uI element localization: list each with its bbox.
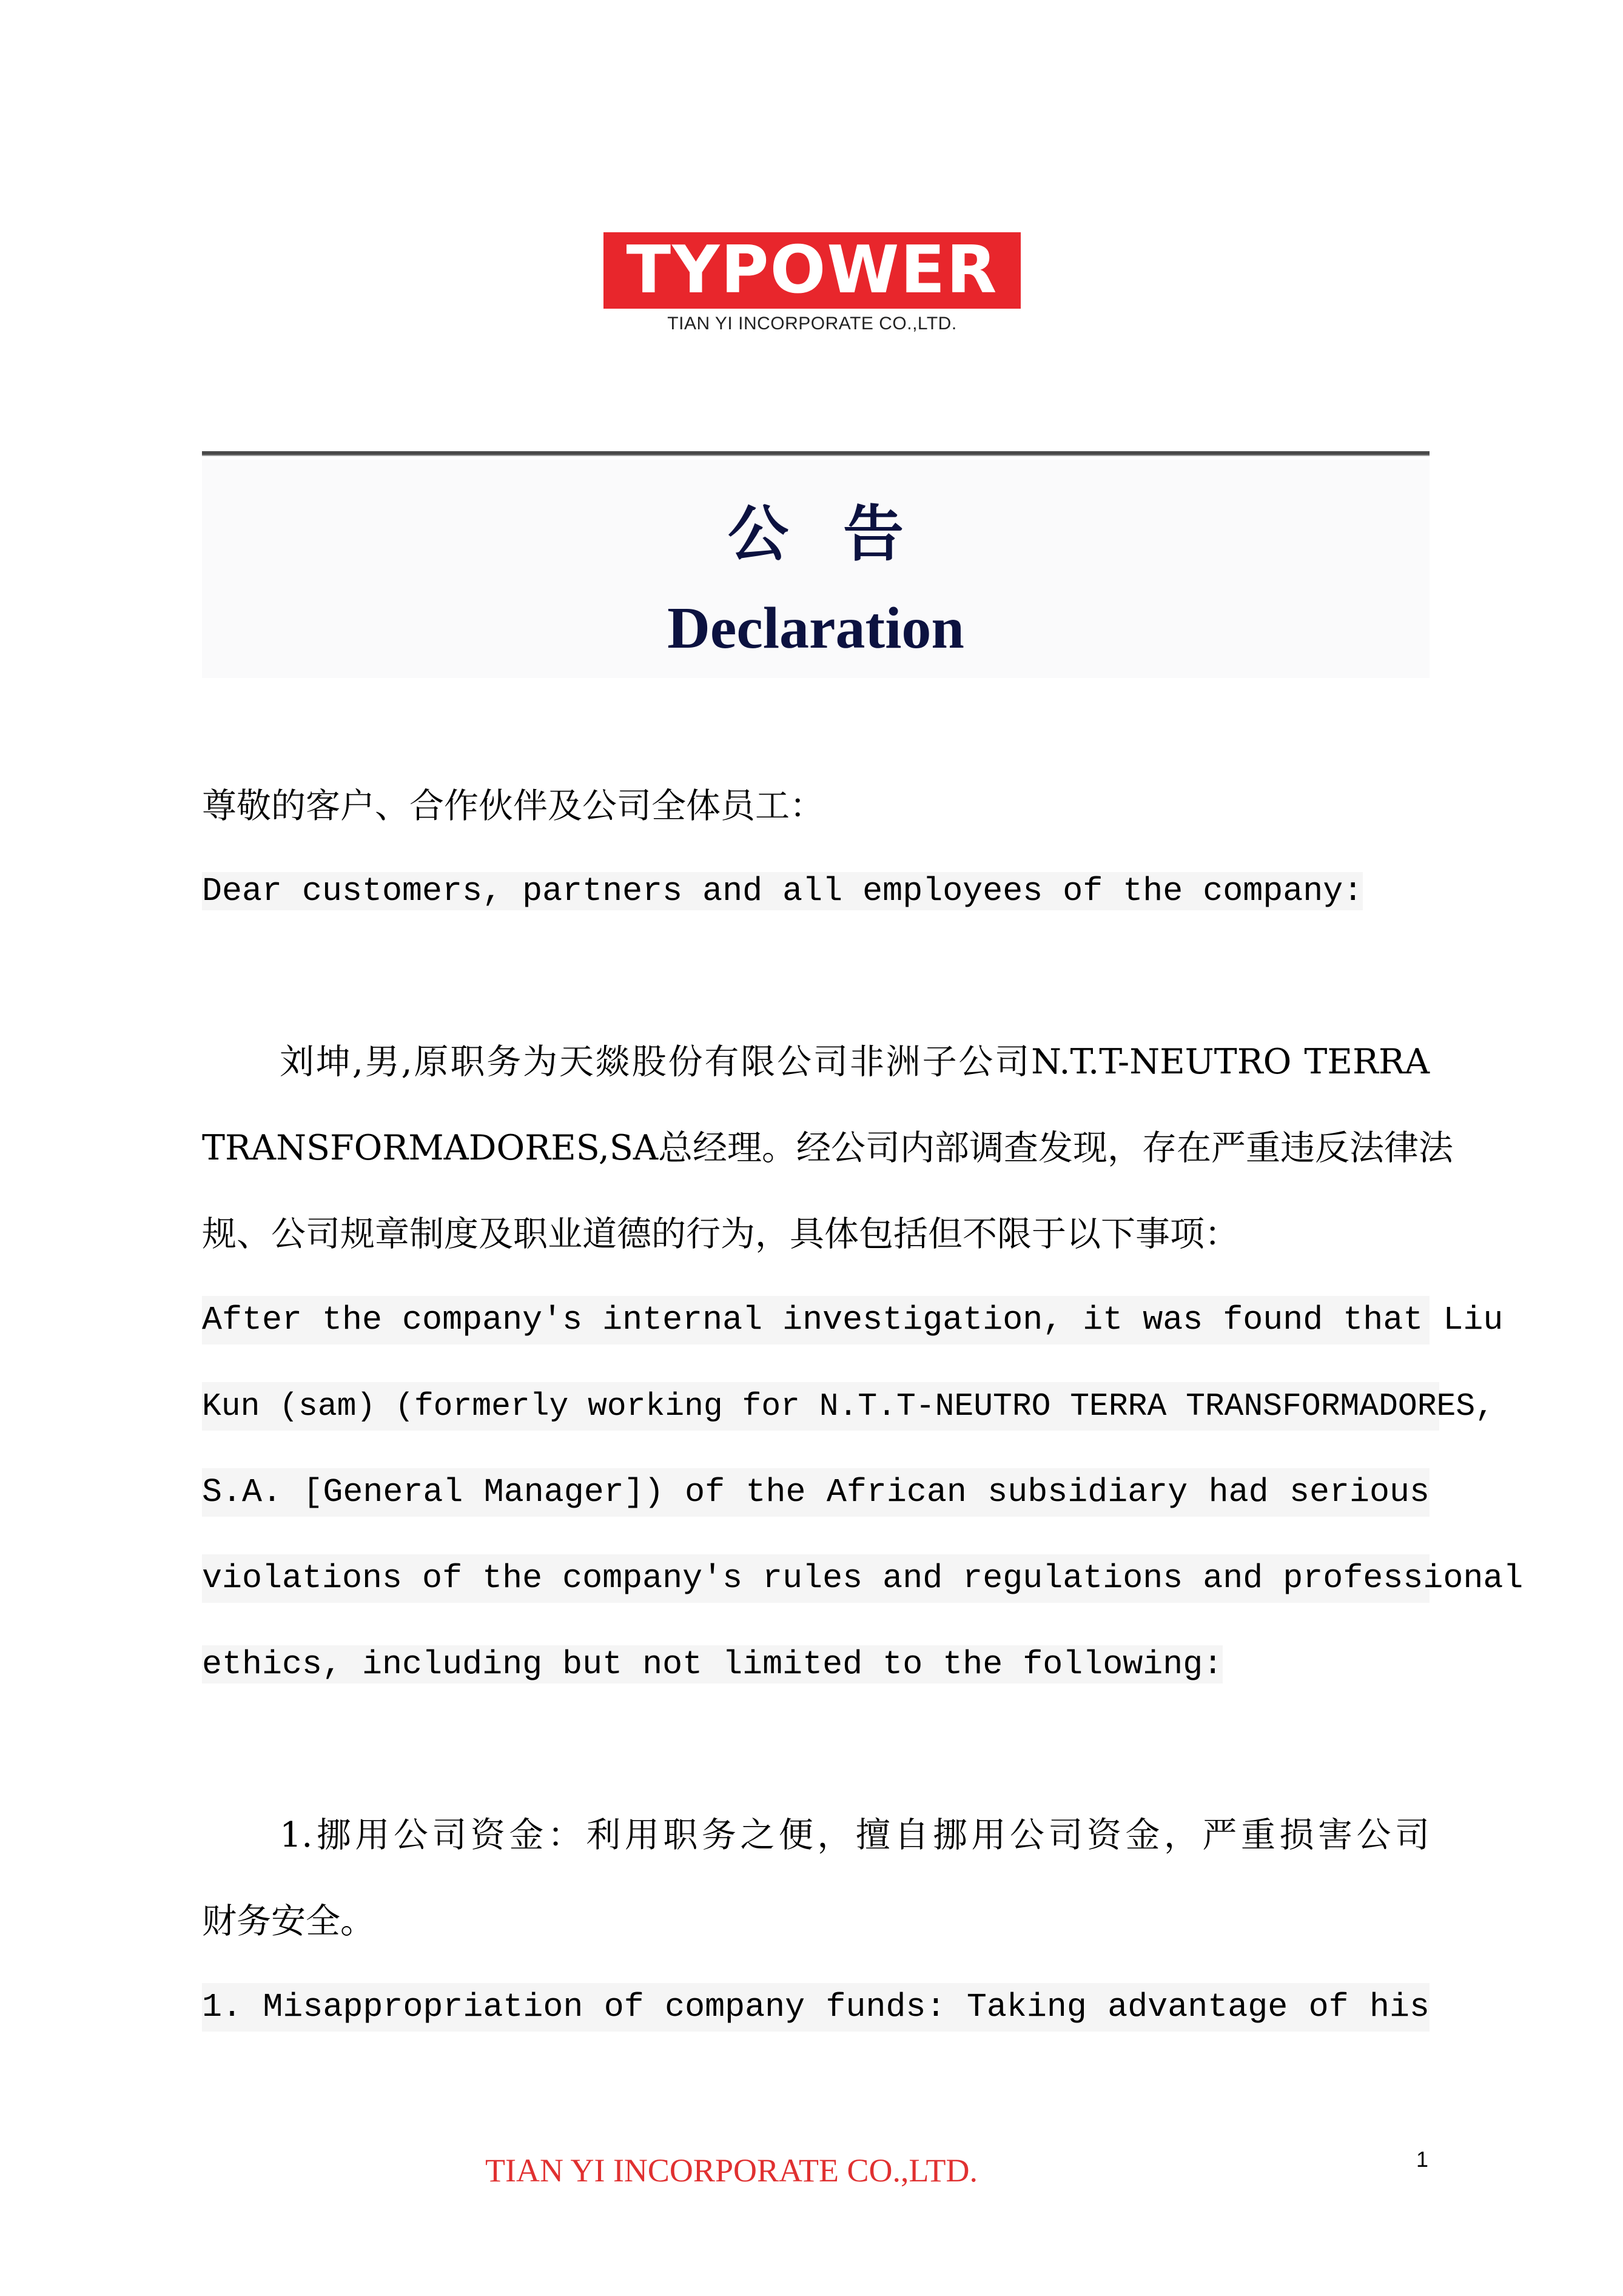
title-chinese: 公告 <box>728 498 958 569</box>
para1-cn-line: 规、公司规章制度及职业道德的行为，具体包括但不限于以下事项： <box>202 1214 1239 1254</box>
header-rule <box>202 451 1430 456</box>
para1-en-last-text: ethics, including but not limited to the following: <box>202 1645 1223 1683</box>
para1-en-line: After the company's internal investigation, it was found that Liu <box>202 1296 1430 1344</box>
title-english: Declaration <box>667 596 964 661</box>
logo-banner <box>603 232 1021 309</box>
footer-company: TIAN YI INCORPORATE CO.,LTD. <box>485 2152 978 2189</box>
logo-subtitle: TIAN YI INCORPORATE CO.,LTD. <box>667 314 957 334</box>
para1-cn-line: 刘坤,男,原职务为天燚股份有限公司非洲子公司N.T.T-NEUTRO TERRA <box>280 1042 1430 1082</box>
greeting-english-text: Dear customers, partners and all employees of the company: <box>202 872 1363 910</box>
logo-brand: TYPOWER <box>626 232 998 308</box>
greeting-chinese: 尊敬的客户、合作伙伴及公司全体员工： <box>202 786 824 826</box>
item1-cn-line: 1.挪用公司资金：利用职务之便，擅自挪用公司资金，严重损害公司 <box>280 1815 1430 1855</box>
para1-en-line: Kun (sam) (formerly working for N.T.T-NEUTRO TERRA TRANSFORMADORES, <box>202 1382 1439 1431</box>
para1-en-line-last <box>202 1640 1430 1689</box>
item1-cn-line: 财务安全。 <box>202 1901 375 1941</box>
para1-en-line: violations of the company's rules and regulations and professional <box>202 1554 1430 1603</box>
para1-en-line: S.A. [General Manager]) of the African subsidiary had serious <box>202 1468 1430 1517</box>
greeting-english <box>202 867 1430 916</box>
para1-cn-line: TRANSFORMADORES,SA总经理。经公司内部调查发现，存在严重违反法律法 <box>202 1128 1454 1168</box>
company-logo <box>603 232 1021 334</box>
page-number: 1 <box>1416 2147 1429 2172</box>
item1-en-line: 1. Misappropriation of company funds: Taking advantage of his <box>202 1983 1430 2032</box>
